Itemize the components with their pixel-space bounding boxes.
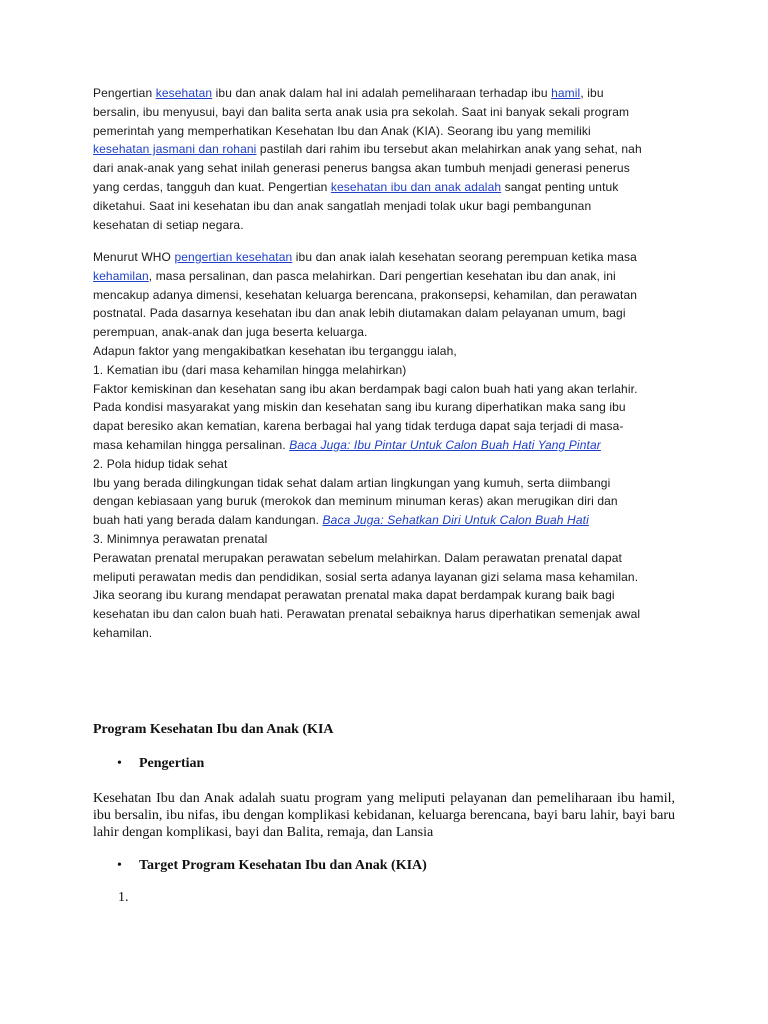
text: , masa persalinan, dan pasca melahirkan. Dari pengertian kesehatan ibu dan anak, ini: [148, 268, 616, 283]
text: buah hati yang berada dalam kandungan.: [93, 513, 323, 528]
text-line: [93, 436, 675, 455]
text: yang cerdas, tangguh dan kuat. Pengertian: [93, 179, 331, 194]
list-item: 3. Minimnya perawatan prenatal: [93, 531, 268, 546]
text-line: dari anak-anak yang sehat inilah generasi penerus bangsa akan tumbuh menjadi generasi penerus: [93, 161, 630, 176]
numbered-item: 1.: [118, 890, 129, 905]
text: , ibu: [580, 86, 604, 100]
text-line: bersalin, ibu menyusui, bayi dan balita serta anak usia pra sekolah. Saat ini banyak sekali program: [93, 104, 630, 119]
link-kesehatan[interactable]: kesehatan: [155, 86, 213, 100]
text: Menurut WHO: [93, 250, 175, 264]
text-line: meliputi perawatan medis dan pendidikan, sosial serta adanya layanan gizi selama masa kehamilan.: [93, 569, 639, 584]
intro-paragraph: [93, 84, 675, 234]
text-line: Faktor kemiskinan dan kesehatan sang ibu akan berdampak bagi calon buah hati yang akan terlahir.: [93, 381, 638, 396]
link-baca-juga-ibu-pintar[interactable]: Baca Juga: Ibu Pintar Untuk Calon Buah Hati Yang Pintar: [289, 437, 601, 452]
text-line: dapat beresiko akan kematian, karena berbagai hal yang tidak terduga dapat saja terjadi di masa-: [93, 419, 624, 434]
text-line: Ibu yang berada dilingkungan tidak sehat dalam artian lingkungan yang kumuh, serta diimbangi: [93, 475, 611, 490]
text-line: [93, 267, 675, 286]
link-kesehatan-ibu-anak[interactable]: kesehatan ibu dan anak adalah: [330, 179, 502, 194]
list-item: 1. Kematian ibu (dari masa kehamilan hingga melahirkan): [93, 362, 407, 377]
text-line: Perawatan prenatal merupakan perawatan sebelum melahirkan. Dalam perawatan prenatal dapat: [93, 550, 622, 565]
text-line: Jika seorang ibu kurang mendapat perawatan prenatal maka dapat berdampak kurang baik bagi: [93, 588, 615, 603]
who-paragraph: [93, 248, 675, 643]
bullet-target-program: [117, 858, 427, 874]
kia-definition-paragraph: Kesehatan Ibu dan Anak adalah suatu program yang meliputi pelayanan dan pemeliharaan ibu hamil, ibu bersalin, ibu nifas, ibu dengan komplikasi kebidanan, keluarga berencana, bayi baru lahir, bayi baru lahir dengan komplikasi, bayi dan Balita, remaja, dan Lansia: [93, 791, 675, 840]
link-kesehatan-jasmani[interactable]: kesehatan jasmani dan rohani: [93, 142, 257, 157]
text-line: [93, 248, 675, 267]
text-line: diketahui. Saat ini kesehatan ibu dan anak sangatlah menjadi tolak ukur bagi pembangunan: [93, 198, 592, 213]
list-item: 2. Pola hidup tidak sehat: [93, 456, 228, 471]
text-line: dengan kebiasaan yang buruk (merokok dan meminum minuman keras) akan merugikan diri dan: [93, 494, 618, 509]
text-line: Pada kondisi masyarakat yang miskin dan kesehatan sang ibu kurang diperhatikan maka sang ibu: [93, 400, 626, 415]
text-line: kesehatan ibu dan calon buah hati. Perawatan prenatal sebaiknya harus diperhatikan semenjak awal: [93, 607, 641, 622]
text: ibu dan anak dalam hal ini adalah pemeliharaan terhadap ibu: [212, 86, 552, 100]
text-line: [93, 178, 675, 197]
text-line: Adapun faktor yang mengakibatkan kesehatan ibu terganggu ialah,: [93, 343, 457, 358]
text-line: perempuan, anak-anak dan juga beserta keluarga.: [93, 325, 368, 340]
bullet-label: Pengertian: [139, 756, 205, 771]
text-line: kehamilan.: [93, 625, 153, 640]
section-heading: Program Kesehatan Ibu dan Anak (KIA: [93, 722, 334, 737]
text: Pengertian: [93, 86, 156, 100]
text-line: postnatal. Pada dasarnya kesehatan ibu dan anak lebih diutamakan dalam pelayanan umum, bagi: [93, 306, 626, 321]
text-line: pemerintah yang memperhatikan Kesehatan Ibu dan Anak (KIA). Seorang ibu yang memiliki: [93, 123, 591, 138]
bullet-icon: •: [117, 756, 122, 771]
text-line: [93, 84, 675, 103]
text: masa kehamilan hingga persalinan.: [93, 437, 290, 452]
text: sangat penting untuk: [501, 179, 619, 194]
bullet-label: Target Program Kesehatan Ibu dan Anak (KIA): [139, 858, 427, 873]
text: ibu dan anak ialah kesehatan seorang perempuan ketika masa: [292, 250, 637, 264]
link-hamil[interactable]: hamil: [551, 86, 581, 100]
text-line: [93, 140, 675, 159]
bullet-icon: •: [117, 858, 122, 873]
text-line: mencakup adanya dimensi, kesehatan keluarga berencana, prakonsepsi, kehamilan, dan perawatan: [93, 287, 638, 302]
link-kehamilan[interactable]: kehamilan: [93, 268, 149, 283]
link-pengertian-kesehatan[interactable]: pengertian kesehatan: [174, 250, 293, 264]
text-line: [93, 511, 675, 530]
link-baca-juga-sehatkan-diri[interactable]: Baca Juga: Sehatkan Diri Untuk Calon Buah Hati: [322, 513, 589, 528]
bullet-pengertian: [117, 756, 204, 772]
text: pastilah dari rahim ibu tersebut akan melahirkan anak yang sehat, nah: [256, 142, 642, 157]
text-line: kesehatan di setiap negara.: [93, 217, 244, 232]
